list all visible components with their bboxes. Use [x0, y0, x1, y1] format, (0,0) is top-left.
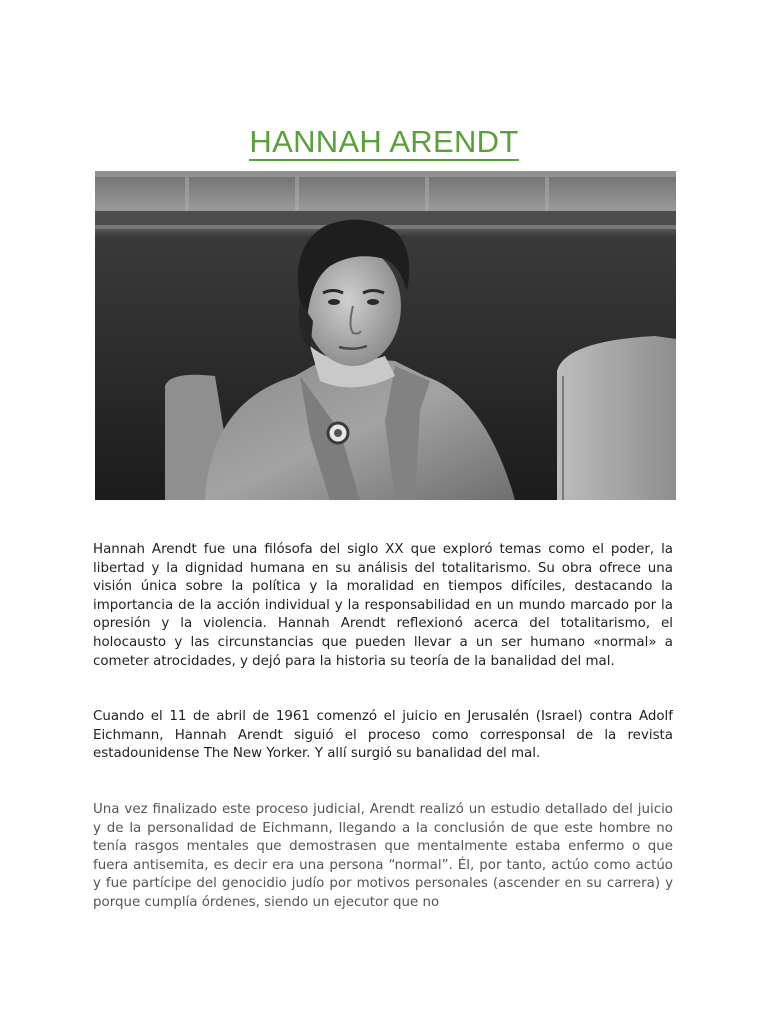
page-title — [0, 122, 768, 162]
page-title-text: HANNAH ARENDT — [249, 124, 519, 159]
eye-right — [367, 299, 379, 305]
brooch-center — [334, 429, 342, 437]
portrait-photo-drawing — [95, 171, 676, 500]
chair-right — [557, 336, 676, 500]
eye-left — [328, 299, 340, 305]
paragraph-intro: Hannah Arendt fue una filósofa del siglo XX que exploró temas como el poder, la libertad y la dignidad humana en su análisis del totalitarismo. Su obra ofrece una visión única sobre la política y la moralidad en tiempos difíciles, destacando la importancia de la acción individual y la responsabilidad en un mundo marcado por la opresión y la violencia. Hannah Arendt reflexionó acerca del totalitarismo, el holocausto y las circunstancias que pueden llevar a un ser humano «normal» a cometer atrocidades, y dejó para la historia su teoría de la banalidad del mal. — [93, 542, 673, 669]
wall-ledge — [95, 211, 676, 225]
paragraph-conclusion: Una vez finalizado este proceso judicial, Arendt realizó un estudio detallado del juicio y de la personalidad de Eichmann, llegando a la conclusión de que este hombre no tenía rasgos mentales que demostrasen que mentalmente estaba enfermo o que fuera antisemita, es decir era una persona “normal”. Él, por tanto, actúo como actúo y fue partícipe del genocidio judío por motivos personales (ascender en su carrera) y porque cumplía órdenes, siendo un ejecutor que no — [93, 802, 673, 910]
portrait-photo — [95, 171, 676, 500]
paragraph-eichmann-trial: Cuando el 11 de abril de 1961 comenzó el juicio en Jerusalén (Israel) contra Adolf Eichmann, Hannah Arendt siguió el proceso como corresponsal de la revista estadounidense The New Yorker. Y allí surgió su banalidad del mal. — [93, 709, 673, 762]
